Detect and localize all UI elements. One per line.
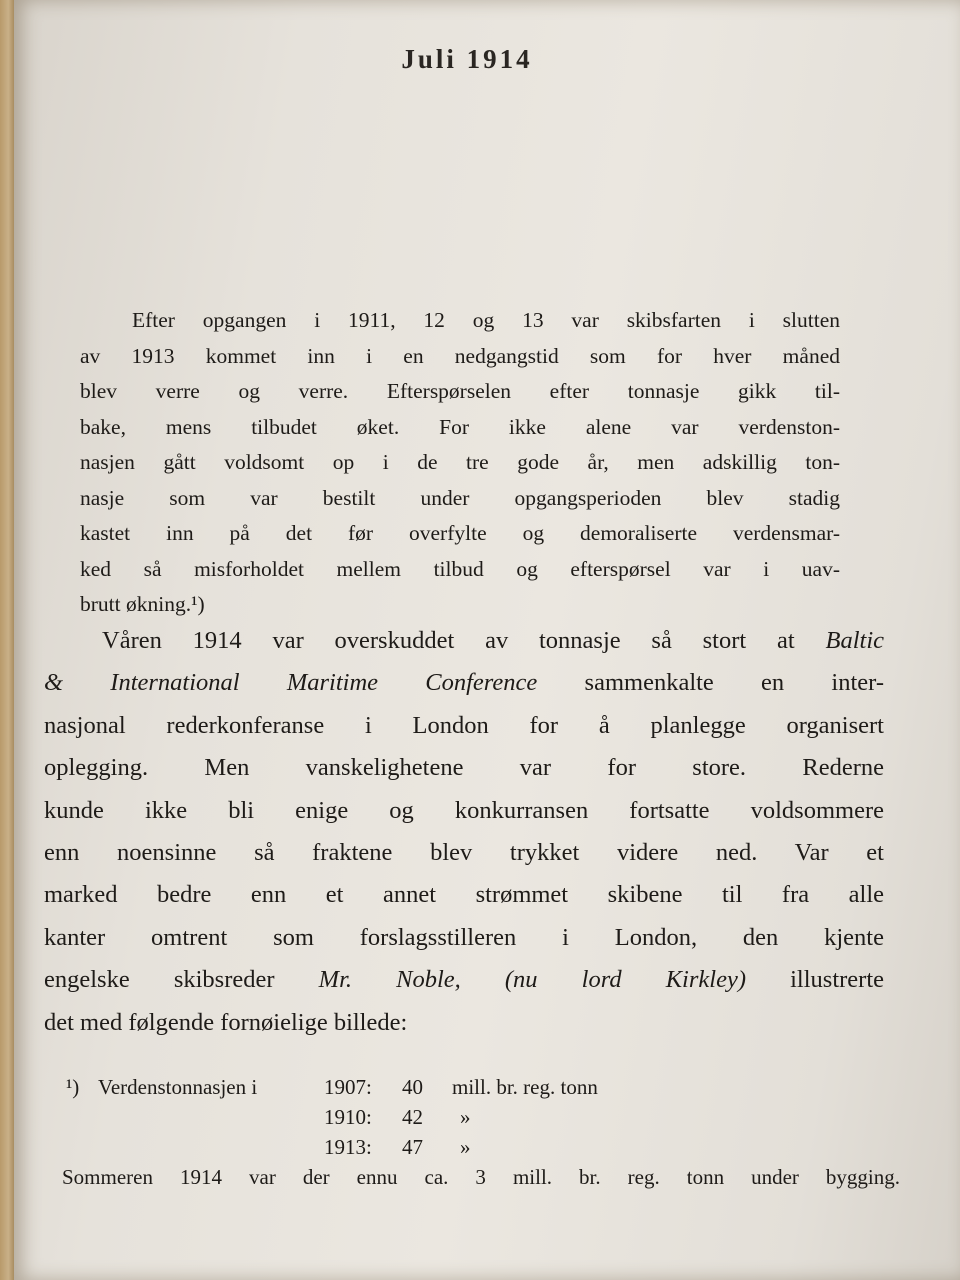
italic-name: Mr. Noble, (nu lord Kirkley) xyxy=(318,966,746,994)
footnote-row xyxy=(52,1132,922,1162)
paragraph-2 xyxy=(44,620,884,1044)
text-segment: sammenkalte en inter- xyxy=(537,669,884,697)
footnote-value: 40 xyxy=(402,1075,423,1099)
text-line: nasjen gått voldsomt op i de tre gode år, men adskillig ton- xyxy=(80,450,840,474)
page-title: Juli 1914 xyxy=(401,44,533,74)
footnote-year: 1910: xyxy=(324,1105,372,1129)
footnote-year: 1907: xyxy=(324,1075,372,1099)
text-line: brutt økning.¹) xyxy=(80,592,205,616)
footnote-lead: Verdenstonnasjen i xyxy=(98,1075,258,1099)
text-segment: illustrerte xyxy=(746,966,885,994)
text-line: det med følgende fornøielige billede: xyxy=(44,1008,408,1036)
text-line: av 1913 kommet inn i en nedgangstid som for hver måned xyxy=(80,343,840,368)
italic-name: & International Maritime Conference xyxy=(44,669,538,697)
text-line: nasjonal rederkonferanse i London for å planlegge organisert xyxy=(44,711,884,739)
text-segment: engelske skibsreder xyxy=(44,966,319,994)
text-line xyxy=(44,662,884,704)
text-line: Efter opgangen i 1911, 12 og 13 var skibsfarten i slutten xyxy=(132,308,840,332)
text-line: enn noensinne så fraktene blev trykket videre ned. Var et xyxy=(44,839,884,867)
text-line xyxy=(44,620,884,662)
paragraph-1 xyxy=(80,303,840,623)
footnote-year: 1913: xyxy=(324,1135,372,1159)
footnote-ditto-mark: » xyxy=(460,1135,471,1159)
text-line: kastet inn på det før overfylte og demoraliserte verdensmar- xyxy=(80,521,840,545)
footnote-ditto-mark: » xyxy=(460,1105,471,1129)
text-line: nasje som var bestilt under opgangsperioden blev stadig xyxy=(80,485,840,510)
footnote xyxy=(52,1072,922,1189)
footnote-unit: mill. br. reg. tonn xyxy=(452,1075,598,1099)
footnote-closing: Sommeren 1914 var der ennu ca. 3 mill. br. reg. tonn under bygging. xyxy=(62,1165,900,1189)
book-page xyxy=(14,0,960,1280)
text-line xyxy=(44,959,884,1001)
italic-name: Baltic xyxy=(825,627,884,654)
footnote-row xyxy=(52,1072,922,1102)
footnote-row xyxy=(52,1102,922,1132)
text-line: kunde ikke bli enige og konkurransen fortsatte voldsommere xyxy=(44,796,884,824)
text-line: ked så misforholdet mellem tilbud og efterspørsel var i uav- xyxy=(80,556,840,581)
footnote-value: 47 xyxy=(402,1135,423,1159)
footnote-value: 42 xyxy=(402,1105,423,1129)
book-page-edge xyxy=(0,0,14,1280)
text-line: blev verre og verre. Efterspørselen efter tonnasje gikk til- xyxy=(80,379,840,403)
text-line: marked bedre enn et annet strømmet skibene til fra alle xyxy=(44,881,884,909)
text-line: kanter omtrent som forslagsstilleren i London, den kjente xyxy=(44,923,884,951)
text-line: bake, mens tilbudet øket. For ikke alene var verdenston- xyxy=(80,414,840,439)
text-segment: Våren 1914 var overskuddet av tonnasje så stort at xyxy=(102,627,826,654)
text-line: oplegging. Men vanskelighetene var for store. Rederne xyxy=(44,754,884,782)
footnote-marker: ¹) xyxy=(66,1075,80,1099)
